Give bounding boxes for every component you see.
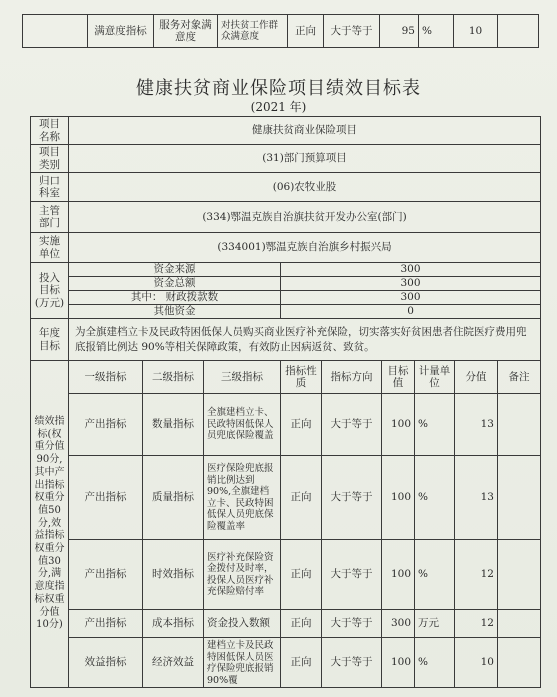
row-level3: 全旗建档立卡、民政特困低保人员兜底保险覆盖: [204, 394, 281, 456]
row-level1: 产出指标: [69, 456, 143, 540]
project-type-value: (31)部门预算项目: [69, 145, 541, 173]
funds-row-name: 其中： 财政拨款数: [69, 291, 281, 305]
office-label: 归口科室: [31, 173, 69, 202]
row-level1: 效益指标: [69, 638, 143, 688]
row-nature: 正向: [281, 456, 322, 540]
row-unit: %: [415, 394, 455, 456]
annual-label: 年度目标: [31, 319, 69, 361]
row-level2: 质量指标: [143, 456, 204, 540]
funds-row-name: 资金总额: [69, 277, 281, 291]
row-level1: 产出指标: [69, 394, 143, 456]
funds-row-value: 300: [281, 263, 541, 277]
row-score: 10: [455, 638, 498, 688]
project-type-label: 项目类别: [31, 145, 69, 173]
top-score: 10: [454, 15, 498, 48]
top-level3: 对扶贫工作群众满意度: [218, 15, 288, 48]
row-level2: 时效指标: [143, 540, 204, 610]
top-level1: 满意度指标: [88, 15, 154, 48]
dept-label: 主管部门: [31, 202, 69, 233]
top-level2: 服务对象满意度: [154, 15, 218, 48]
row-unit: %: [415, 540, 455, 610]
top-col1: [23, 15, 88, 48]
row-direction: 大于等于: [322, 610, 382, 638]
funds-row-name: 其他资金: [69, 305, 281, 319]
row-target: 100: [382, 638, 415, 688]
table-row: [31, 610, 541, 638]
table-row: [31, 540, 541, 610]
row-unit: 万元: [415, 610, 455, 638]
row-score: 12: [455, 540, 498, 610]
row-nature: 正向: [281, 540, 322, 610]
row-note: [498, 610, 541, 638]
row-nature: 正向: [281, 610, 322, 638]
row-unit: %: [415, 638, 455, 688]
row-nature: 正向: [281, 638, 322, 688]
project-name-value: 健康扶贫商业保险项目: [69, 117, 541, 145]
impl-label: 实施单位: [31, 233, 69, 263]
project-name-label: 项目名称: [31, 117, 69, 145]
table-row: [31, 638, 541, 688]
row-note: [498, 540, 541, 610]
funds-row-value: 0: [281, 305, 541, 319]
row-level2: 成本指标: [143, 610, 204, 638]
row-level1: 产出指标: [69, 610, 143, 638]
performance-table: [30, 116, 541, 688]
top-target: 95: [380, 15, 419, 48]
table-row: [31, 456, 541, 540]
row-note: [498, 638, 541, 688]
row-nature: 正向: [281, 394, 322, 456]
top-note: [498, 15, 539, 48]
row-level3: 医疗保险兜底报销比例达到90%,全旗建档立卡、民政特困低保人员兜底保险覆盖率: [204, 456, 281, 540]
row-target: 100: [382, 394, 415, 456]
page-year: (2021 年): [250, 100, 307, 114]
row-target: 100: [382, 540, 415, 610]
annual-text: 为全旗建档立卡及民政特困低保人员购买商业医疗补充保险，切实落实好贫困患者住院医疗费用兜底报销比例达 90%等相关保障政策，有效防止因病返贫、致贫。: [69, 319, 541, 361]
table-row: [31, 394, 541, 456]
header-score: 分值: [455, 361, 498, 394]
row-target: 100: [382, 456, 415, 540]
row-level1: 产出指标: [69, 540, 143, 610]
funds-row-value: 300: [281, 277, 541, 291]
dept-value: (334)鄂温克族自治旗扶贫开发办公室(部门): [69, 202, 541, 233]
row-note: [498, 456, 541, 540]
row-target: 300: [382, 610, 415, 638]
row-direction: 大于等于: [322, 456, 382, 540]
header-nature: 指标性质: [281, 361, 322, 394]
header-target: 目标值: [382, 361, 415, 394]
row-level3: 建档立卡及民政特困低保人员医疗保险兜底报销 90%覆: [204, 638, 281, 688]
row-score: 12: [455, 610, 498, 638]
impl-value: (334001)鄂温克族自治旗乡村振兴局: [69, 233, 541, 263]
header-level1: 一级指标: [69, 361, 143, 394]
top-nature: 正向: [288, 15, 324, 48]
header-level3: 三级指标: [204, 361, 281, 394]
row-level3: 资金投入数额: [204, 610, 281, 638]
row-direction: 大于等于: [322, 394, 382, 456]
row-unit: %: [415, 456, 455, 540]
page-title: 健康扶贫商业保险项目绩效目标表: [136, 78, 421, 99]
top-unit: %: [419, 15, 454, 48]
funds-row-value: 300: [281, 291, 541, 305]
row-direction: 大于等于: [322, 638, 382, 688]
office-value: (06)农牧业股: [69, 173, 541, 202]
row-level2: 经济效益: [143, 638, 204, 688]
row-score: 13: [455, 394, 498, 456]
row-note: [498, 394, 541, 456]
header-unit: 计量单位: [415, 361, 455, 394]
row-level3: 医疗补充保险资金拨付及时率，投保人员医疗补充保险赔付率: [204, 540, 281, 610]
row-level2: 数量指标: [143, 394, 204, 456]
row-score: 13: [455, 456, 498, 540]
perf-label: 绩效指标(权重分值90分,其中产出指标权重分值50分,效益指标权重分值30分,满意度指标权重分值10分): [31, 361, 69, 688]
header-direction: 指标方向: [322, 361, 382, 394]
row-direction: 大于等于: [322, 540, 382, 610]
header-note: 备注: [498, 361, 541, 394]
funds-row-name: 资金来源: [69, 263, 281, 277]
top-direction: 大于等于: [324, 15, 380, 48]
top-table-fragment: [22, 14, 539, 48]
funds-label: 投入目标(万元): [31, 263, 69, 319]
header-level2: 二级指标: [143, 361, 204, 394]
